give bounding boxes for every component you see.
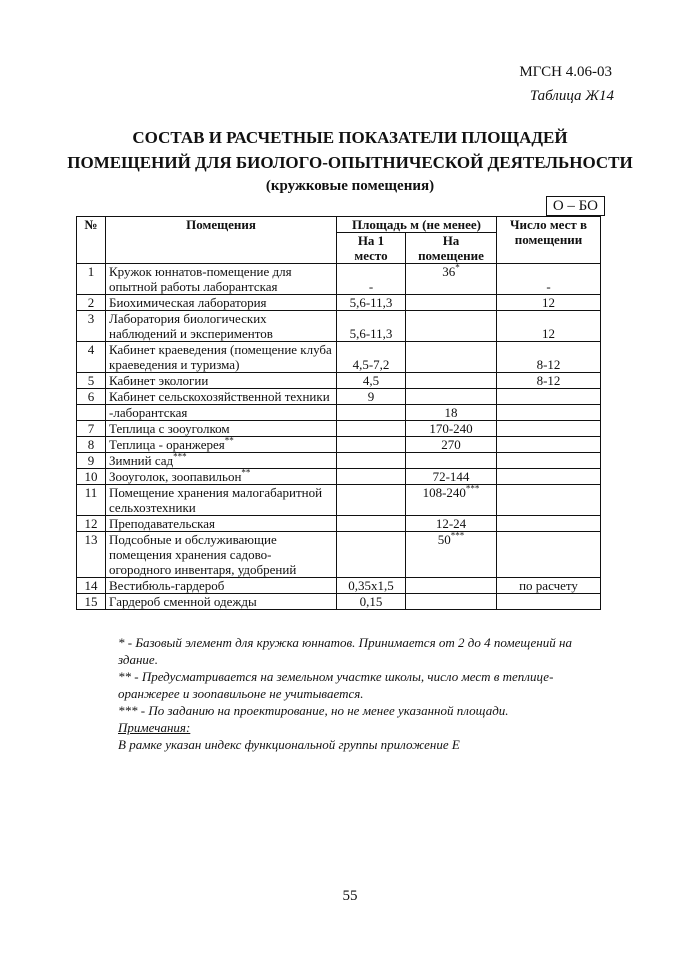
cell-area-per-place-text: - (368, 279, 374, 294)
cell-num-text: 4 (87, 342, 95, 357)
cell-num-text: 7 (87, 421, 95, 436)
cell-num (77, 437, 106, 453)
cell-area-per-place-text: 4,5 (362, 373, 380, 388)
header-area: Площадь м (не менее) (337, 217, 497, 233)
cell-area-per-place-text: 5,6-11,3 (349, 326, 393, 341)
cell-area-per-place (337, 437, 406, 453)
cell-num-text: 13 (84, 532, 98, 547)
cell-area-per-room (406, 342, 497, 373)
cell-area-per-room (406, 405, 497, 421)
cell-area-per-room (406, 516, 497, 532)
cell-room (106, 594, 337, 610)
cell-seats (497, 532, 601, 578)
cell-area-per-room (406, 532, 497, 578)
cell-seats (497, 373, 601, 389)
cell-area-per-room (406, 594, 497, 610)
cell-area-per-place (337, 485, 406, 516)
table-row (77, 405, 601, 421)
cell-num (77, 389, 106, 405)
cell-area-per-room (406, 295, 497, 311)
cell-room-text: Теплица - оранжерея (109, 437, 225, 452)
cell-room (106, 485, 337, 516)
cell-num (77, 342, 106, 373)
cell-num-text: 15 (84, 594, 98, 609)
table-row (77, 295, 601, 311)
cell-area-per-place-text: 0,35x1,5 (348, 578, 394, 593)
footnotes (118, 634, 598, 753)
cell-room-text: Кабинет экологии (109, 373, 209, 388)
cell-num (77, 295, 106, 311)
cell-seats (497, 421, 601, 437)
cell-num (77, 485, 106, 516)
cell-area-per-place (337, 516, 406, 532)
cell-area-per-place (337, 389, 406, 405)
cell-seats (497, 295, 601, 311)
title-subtitle: (кружковые помещения) (265, 178, 435, 194)
note-group-index: В рамке указан индекс функциональной группы приложение Е (118, 737, 460, 752)
cell-seats (497, 485, 601, 516)
title-line-1: СОСТАВ И РАСЧЕТНЫЕ ПОКАЗАТЕЛИ ПЛОЩАДЕЙ (132, 128, 568, 147)
cell-area-per-room-text: 18 (444, 405, 458, 420)
page-number: 55 (342, 888, 358, 904)
cell-area-per-room (406, 469, 497, 485)
table-reference: Таблица Ж14 (529, 88, 614, 104)
cell-room (106, 373, 337, 389)
cell-room (106, 405, 337, 421)
cell-area-per-room-text: 108-240 (422, 485, 466, 500)
table-body (77, 264, 601, 610)
footnote-marker: *** (465, 483, 480, 494)
cell-area-per-place-text: 5,6-11,3 (349, 295, 393, 310)
header-area-per-place: На 1 место (337, 233, 406, 264)
footnote-marker: ** (224, 435, 234, 446)
table-row (77, 421, 601, 437)
footnote-1: * - Базовый элемент для кружка юннатов. Принимается от 2 до 4 помещений на здание. (118, 635, 572, 667)
cell-seats (497, 405, 601, 421)
table-row (77, 469, 601, 485)
cell-room (106, 264, 337, 295)
cell-area-per-room (406, 373, 497, 389)
cell-num (77, 264, 106, 295)
table-row (77, 578, 601, 594)
cell-room-text: Зимний сад (109, 453, 174, 468)
areas-table (76, 216, 601, 610)
cell-area-per-place-text: 9 (367, 389, 375, 404)
cell-num (77, 373, 106, 389)
table-header-row (77, 217, 601, 233)
cell-num-text: 5 (87, 373, 95, 388)
cell-area-per-place (337, 453, 406, 469)
cell-area-per-place (337, 421, 406, 437)
cell-area-per-room (406, 421, 497, 437)
cell-area-per-room (406, 437, 497, 453)
notes-heading: Примечания: (118, 720, 191, 735)
cell-seats-text: 12 (542, 326, 555, 341)
cell-area-per-place-text: 0,15 (359, 594, 383, 609)
cell-area-per-place (337, 342, 406, 373)
cell-num (77, 405, 106, 421)
cell-room-text: Биохимическая лаборатория (109, 295, 267, 310)
cell-seats (497, 594, 601, 610)
cell-area-per-room (406, 264, 497, 295)
cell-seats (497, 342, 601, 373)
table-row (77, 516, 601, 532)
cell-room (106, 578, 337, 594)
cell-area-per-place (337, 469, 406, 485)
footnote-3: *** - По заданию на проектирование, но не менее указанной площади. (118, 703, 509, 718)
cell-seats-text: 8-12 (536, 357, 561, 372)
table-row (77, 342, 601, 373)
cell-num-text: 10 (84, 469, 98, 484)
cell-area-per-room (406, 485, 497, 516)
footnote-marker: *** (173, 451, 187, 462)
cell-num (77, 469, 106, 485)
cell-room-text: Кабинет сельскохозяйственной техники (109, 389, 330, 404)
table-row (77, 437, 601, 453)
cell-num-text: 8 (87, 437, 95, 452)
cell-seats (497, 311, 601, 342)
table-row (77, 532, 601, 578)
cell-area-per-room-text: 50 (437, 532, 451, 547)
header-area-per-room: На помещение (406, 233, 497, 264)
cell-area-per-room-text: 270 (441, 437, 461, 452)
cell-seats-text: 8-12 (536, 373, 561, 388)
cell-num (77, 594, 106, 610)
cell-area-per-room (406, 453, 497, 469)
table-row (77, 453, 601, 469)
table-row (77, 594, 601, 610)
cell-seats (497, 453, 601, 469)
cell-area-per-place-text: 4,5-7,2 (352, 357, 390, 372)
cell-room-text: Кабинет краеведения (помещение клуба краеведения и туризма) (109, 342, 332, 372)
cell-room (106, 342, 337, 373)
document-code: МГСН 4.06-03 (519, 64, 612, 80)
cell-room-text: Преподавательская (109, 516, 216, 531)
cell-num-text: 1 (87, 264, 95, 279)
cell-room-text: Вестибюль-гардероб (109, 578, 225, 593)
cell-num-text: 14 (84, 578, 98, 593)
cell-num-text: 6 (87, 389, 95, 404)
cell-area-per-room-text: 12-24 (435, 516, 467, 531)
cell-room-text: -лаборантская (109, 405, 188, 420)
cell-room (106, 469, 337, 485)
table-row (77, 389, 601, 405)
cell-seats (497, 469, 601, 485)
cell-room (106, 437, 337, 453)
cell-room-text: Зооуголок, зоопавильон (109, 469, 242, 484)
cell-num-text: 12 (84, 516, 98, 531)
cell-area-per-room-text: 36 (442, 264, 456, 279)
cell-area-per-room (406, 389, 497, 405)
title-line-2: ПОМЕЩЕНИЙ ДЛЯ БИОЛОГО-ОПЫТНИЧЕСКОЙ ДЕЯТЕЛЬНОСТИ (67, 153, 633, 172)
cell-seats-text: - (546, 279, 551, 294)
cell-area-per-place (337, 578, 406, 594)
cell-area-per-place (337, 373, 406, 389)
table-row (77, 264, 601, 295)
cell-area-per-place (337, 594, 406, 610)
table-row (77, 373, 601, 389)
cell-num (77, 311, 106, 342)
cell-num (77, 532, 106, 578)
cell-seats (497, 389, 601, 405)
cell-area-per-place (337, 311, 406, 342)
cell-seats-text: 12 (542, 295, 555, 310)
cell-room (106, 516, 337, 532)
cell-num-text: 3 (87, 311, 95, 326)
cell-seats (497, 578, 601, 594)
cell-room-text: Лаборатория биологических наблюдений и экспериментов (109, 311, 273, 341)
cell-num (77, 516, 106, 532)
table-row (77, 311, 601, 342)
header-room: Помещения (106, 217, 337, 264)
cell-area-per-place (337, 295, 406, 311)
cell-seats (497, 516, 601, 532)
cell-num-text: 9 (87, 453, 95, 468)
cell-room (106, 311, 337, 342)
cell-room (106, 389, 337, 405)
cell-area-per-place (337, 532, 406, 578)
cell-num (77, 578, 106, 594)
cell-num-text: 11 (84, 485, 98, 500)
footnote-marker: ** (241, 467, 251, 478)
cell-area-per-room-text: 170-240 (429, 421, 473, 436)
cell-room-text: Помещение хранения малогабаритной сельхозтехники (109, 485, 323, 515)
header-num: № (77, 217, 106, 264)
cell-room-text: Подсобные и обслуживающие помещения хранения садово-огородного инвентаря, удобрений (109, 532, 297, 577)
cell-num (77, 421, 106, 437)
cell-room-text: Кружок юннатов-помещение для опытной работы лаборантская (109, 264, 292, 294)
cell-room (106, 295, 337, 311)
cell-room-text: Теплица с зооуголком (109, 421, 230, 436)
cell-room (106, 453, 337, 469)
cell-num-text: 2 (87, 295, 95, 310)
cell-room (106, 532, 337, 578)
footnote-2: ** - Предусматривается на земельном участке школы, число мест в теплице-оранжерее и зоопавильоне не учитывается. (118, 669, 554, 701)
cell-area-per-place (337, 264, 406, 295)
cell-area-per-place (337, 405, 406, 421)
cell-area-per-room-text: 72-144 (432, 469, 470, 484)
cell-room (106, 421, 337, 437)
table-row (77, 485, 601, 516)
cell-area-per-room (406, 578, 497, 594)
cell-seats (497, 264, 601, 295)
cell-seats-text: по расчету (519, 578, 578, 593)
footnote-marker: * (455, 262, 460, 273)
cell-num (77, 453, 106, 469)
footnote-marker: *** (450, 530, 465, 541)
header-seats: Число мест в помещении (497, 217, 601, 264)
cell-area-per-room (406, 311, 497, 342)
cell-room-text: Гардероб сменной одежды (109, 594, 257, 609)
cell-seats (497, 437, 601, 453)
functional-group-box: О – БО (546, 196, 605, 216)
